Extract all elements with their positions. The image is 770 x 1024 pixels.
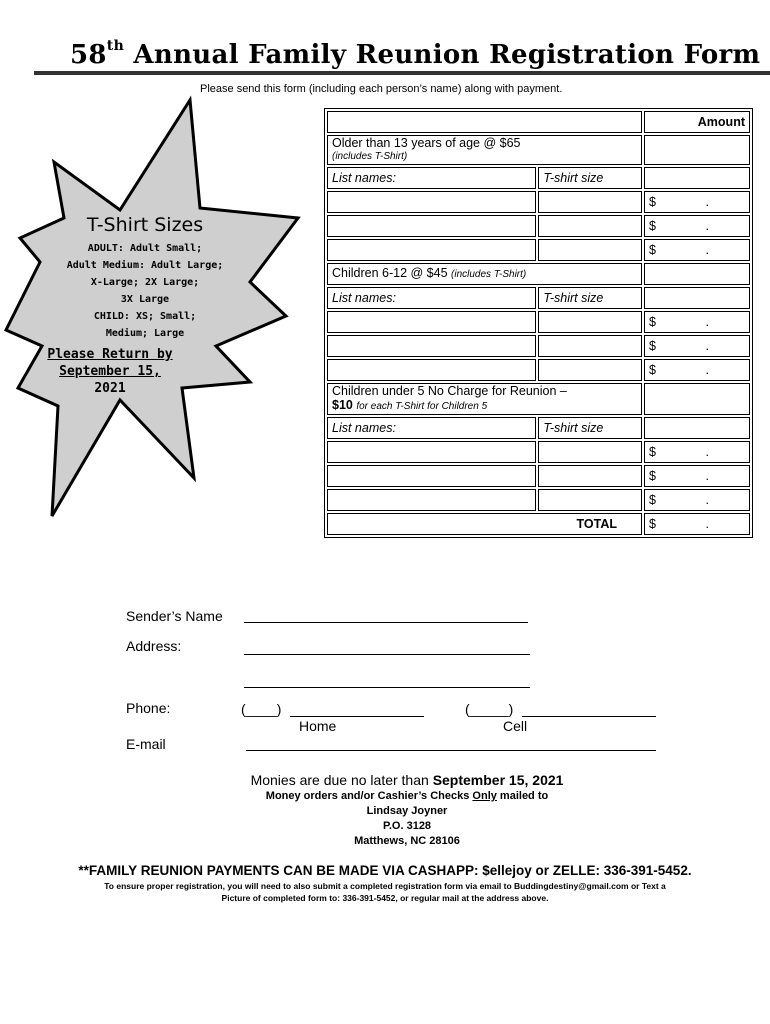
address-line-2-field[interactable]: [244, 687, 530, 688]
amount-field[interactable]: $ .: [644, 489, 750, 511]
amount-field[interactable]: $ .: [644, 215, 750, 237]
list-names-header: List names:: [327, 287, 536, 309]
amount-field[interactable]: $ .: [644, 441, 750, 463]
tshirt-size-header: T-shirt size: [538, 167, 642, 189]
amount-field[interactable]: $ .: [644, 239, 750, 261]
amount-field[interactable]: $ .: [644, 335, 750, 357]
size-line: X-Large; 2X Large;: [90, 277, 200, 288]
amount-cell[interactable]: [644, 135, 750, 165]
total-amount-field[interactable]: $ .: [644, 513, 750, 535]
size-field[interactable]: [538, 441, 642, 463]
form-title: 58th Annual Family Reunion Registration Form: [70, 38, 761, 70]
return-by-note: Please Return by September 15, 2021: [47, 347, 173, 396]
section-children-6-12: Children 6-12 @ $45 (includes T-Shirt): [327, 263, 642, 285]
amount-cell: [644, 167, 750, 189]
home-area-code: (____): [241, 701, 282, 717]
size-line: Medium; Large: [105, 328, 185, 339]
size-line: CHILD: XS; Small;: [93, 311, 197, 322]
name-field[interactable]: [327, 489, 536, 511]
sender-name-field[interactable]: [244, 622, 528, 623]
email-label: E-mail: [126, 736, 166, 752]
tshirt-sizes-title: T-Shirt Sizes: [86, 214, 204, 236]
email-field[interactable]: [246, 750, 656, 751]
cell-phone-field[interactable]: [522, 716, 656, 717]
name-field[interactable]: [327, 335, 536, 357]
home-label: Home: [299, 718, 337, 734]
name-field[interactable]: [327, 311, 536, 333]
amount-cell: [644, 417, 750, 439]
name-field[interactable]: [327, 191, 536, 213]
total-label: TOTAL: [327, 513, 642, 535]
amount-field[interactable]: $ .: [644, 465, 750, 487]
list-names-header: List names:: [327, 167, 536, 189]
size-field[interactable]: [538, 489, 642, 511]
amount-field[interactable]: $ .: [644, 359, 750, 381]
size-field[interactable]: [538, 465, 642, 487]
name-field[interactable]: [327, 359, 536, 381]
name-field[interactable]: [327, 239, 536, 261]
cell-label: Cell: [503, 718, 528, 734]
registration-table: [324, 108, 753, 538]
tshirt-size-header: T-shirt size: [538, 287, 642, 309]
address-line-1-field[interactable]: [244, 654, 530, 655]
registration-note-line-2: Picture of completed form to: 336-391-5452, or regular mail at the address above.: [221, 893, 549, 903]
size-line: 3X Large: [120, 294, 170, 305]
home-phone-field[interactable]: [290, 716, 424, 717]
size-field[interactable]: [538, 191, 642, 213]
name-field[interactable]: [327, 441, 536, 463]
title-superscript: th: [106, 38, 125, 54]
size-field[interactable]: [538, 239, 642, 261]
list-names-header: List names:: [327, 417, 536, 439]
sender-name-label: Sender’s Name: [126, 608, 223, 624]
amount-cell: [644, 287, 750, 309]
name-field[interactable]: [327, 215, 536, 237]
size-field[interactable]: [538, 335, 642, 357]
mail-to-city: Matthews, NC 28106: [354, 835, 460, 847]
registration-note-line-1: To ensure proper registration, you will need to also submit a completed registration form via email to Buddingdestiny@gmail.com or Text a: [104, 881, 666, 891]
size-field[interactable]: [538, 215, 642, 237]
mail-to-po: P.O. 3128: [382, 820, 432, 832]
header-blank-cell: [327, 111, 642, 133]
name-field[interactable]: [327, 465, 536, 487]
size-field[interactable]: [538, 311, 642, 333]
amount-header: Amount: [644, 111, 750, 133]
amount-field[interactable]: $ .: [644, 311, 750, 333]
money-orders-note: Money orders and/or Cashier’s Checks Only mailed to: [265, 790, 549, 802]
tshirt-size-header: T-shirt size: [538, 417, 642, 439]
cashapp-note: **FAMILY REUNION PAYMENTS CAN BE MADE VIA CASHAPP: $ellejoy or ZELLE: 336-391-5452.: [78, 863, 692, 878]
section-children-under-5: Children under 5 No Charge for Reunion – $10 for each T-Shirt for Children 5: [327, 383, 642, 415]
size-line: ADULT: Adult Small;: [87, 243, 203, 254]
title-rule: [34, 71, 770, 75]
amount-cell[interactable]: [644, 263, 750, 285]
amount-cell[interactable]: [644, 383, 750, 415]
due-date-note: Monies are due no later than September 15, 2021: [250, 772, 564, 788]
size-field[interactable]: [538, 359, 642, 381]
address-label: Address:: [126, 638, 182, 654]
mail-to-name: Lindsay Joyner: [366, 805, 448, 817]
cell-area-code: (_____): [465, 701, 514, 717]
phone-label: Phone:: [126, 700, 171, 716]
section-older-13: Older than 13 years of age @ $65 (includes T-Shirt): [327, 135, 642, 165]
form-subtitle: Please send this form (including each person’s name) along with payment.: [200, 83, 563, 95]
size-line: Adult Medium: Adult Large;: [66, 260, 224, 271]
amount-field[interactable]: $ .: [644, 191, 750, 213]
